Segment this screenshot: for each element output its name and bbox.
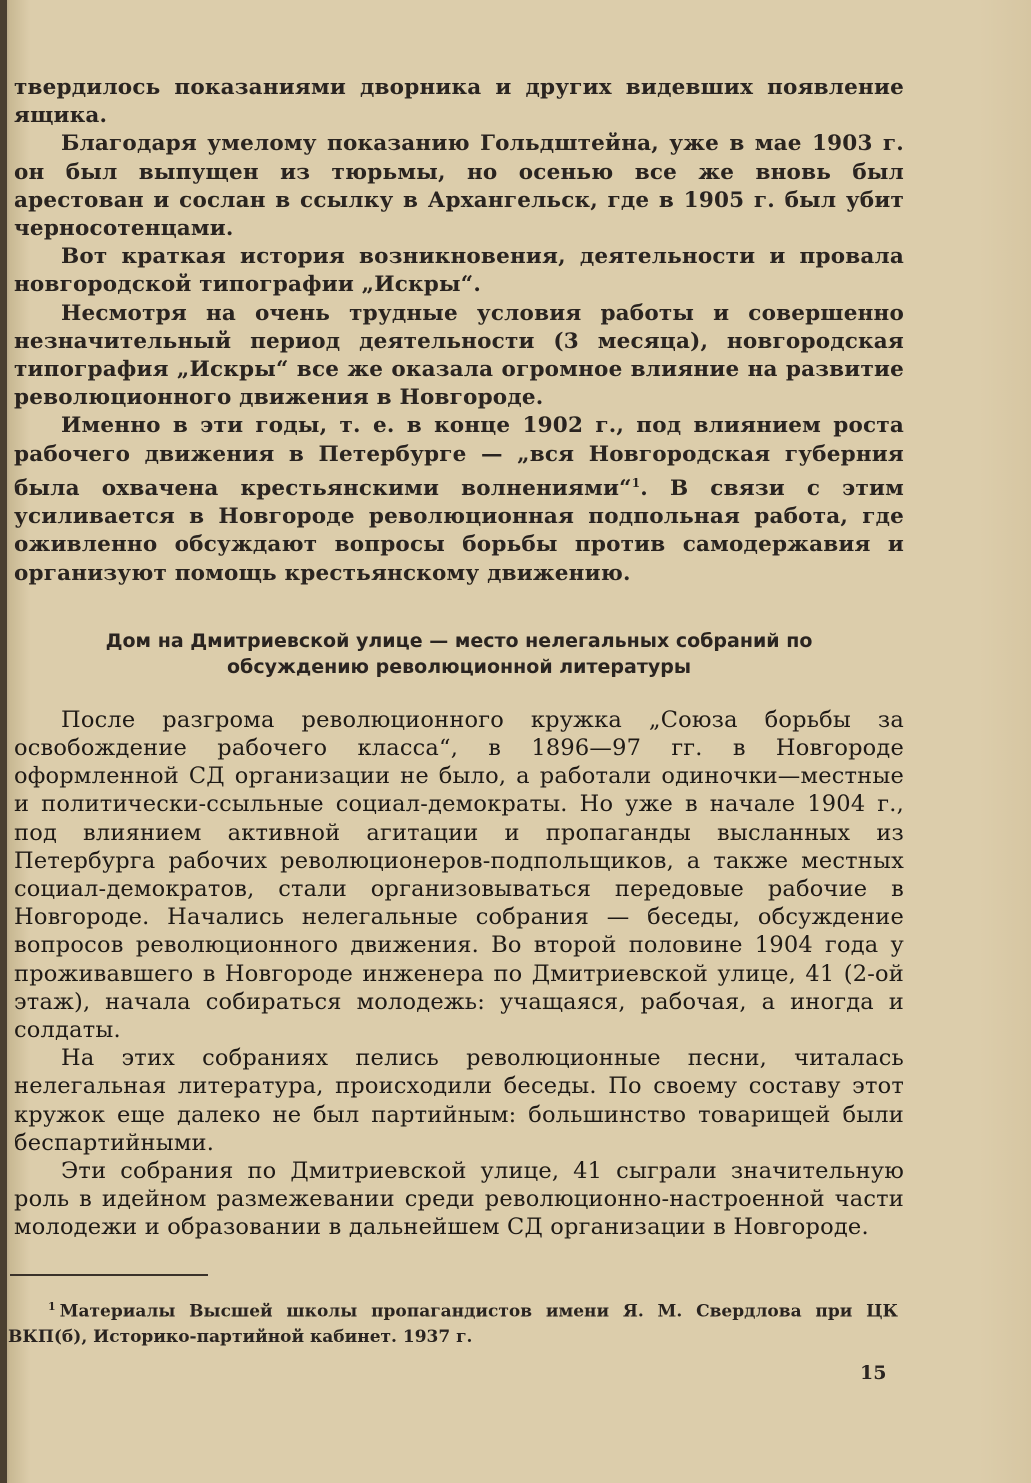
footnote-text: Материалы Высшей школы пропагандистов имени Я. М. Свердлова при ЦК ВКП(б), Историко-партийной кабинет. 1937 г. xyxy=(8,1301,898,1347)
paragraph-text: . В связи с этим усиливается в Новгороде революционная подпольная работа, где оживленно обсуждают вопросы борьбы против самодержавия и организуют помощь крестьянскому движению. xyxy=(14,476,904,586)
paragraph: Вот краткая история возникновения, деятельности и провала новгородской типографии „Искры“. xyxy=(14,244,904,298)
section-one xyxy=(14,74,904,588)
book-spine-edge xyxy=(0,0,7,1483)
footnote-divider xyxy=(10,1274,208,1276)
footnote-marker: 1 xyxy=(631,475,641,490)
paragraph-with-footnote xyxy=(14,412,904,587)
page-body xyxy=(14,74,904,1242)
section-two xyxy=(14,706,904,1242)
paragraph: Благодаря умелому показанию Гольдштейна, уже в мае 1903 г. он был выпущен из тюрьмы, но осенью все же вновь был арестован и сослан в ссылку в Архангельск, где в 1905 г. был убит черносотенцами. xyxy=(14,131,904,242)
page-number: 15 xyxy=(860,1362,887,1384)
paragraph: твердилось показаниями дворника и других видевших появление ящика. xyxy=(14,75,904,129)
heading-line: обсуждению революционной литературы xyxy=(227,655,691,678)
heading-line: Дом на Дмитриевской улице — место нелегальных собраний по xyxy=(105,629,813,652)
footnote xyxy=(8,1294,898,1350)
footnote-number: 1 xyxy=(48,1300,56,1313)
section-heading xyxy=(14,628,904,680)
paragraph: На этих собраниях пелись революционные песни, читалась нелегальная литература, происходили беседы. По своему составу этот кружок еще далеко не был партийным: большинство товарищей были беспартийными. xyxy=(14,1045,904,1156)
paragraph: Несмотря на очень трудные условия работы и совершенно незначительный период деятельности (3 месяца), новгородская типография „Искры“ все же оказала огромное влияние на развитие революционного движения в Новгороде. xyxy=(14,300,904,411)
paragraph: Эти собрания по Дмитриевской улице, 41 сыграли значительную роль в идейном размежевании среди революционно-настроенной части молодежи и образовании в дальнейшем СД организации в Новгороде. xyxy=(14,1158,904,1241)
paragraph: После разгрома революционного кружка „Союза борьбы за освобождение рабочего класса“, в 1896—97 гг. в Новгороде оформленной СД организации не было, а работали одиночки—местные и политически-ссыльные социал-демократы. Но уже в начале 1904 г., под влиянием активной агитации и пропаганды высланных из Петербурга рабочих революционеров-подпольщиков, а также местных социал-демократов, стали организовываться передовые рабочие в Новгороде. Начались нелегальные собрания — беседы, обсуждение вопросов революционного движения. Во второй половине 1904 года у проживавшего в Новгороде инженера по Дмитриевской улице, 41 (2-ой этаж), начала собираться молодежь: учащаяся, рабочая, а иногда и солдаты. xyxy=(14,706,904,1044)
paragraph-text: Именно в эти годы, т. е. в конце 1902 г., под влиянием роста рабочего движения в Петербурге — „вся Новгородская губерния была охвачена крестьянскими волнениями“ xyxy=(14,413,904,501)
